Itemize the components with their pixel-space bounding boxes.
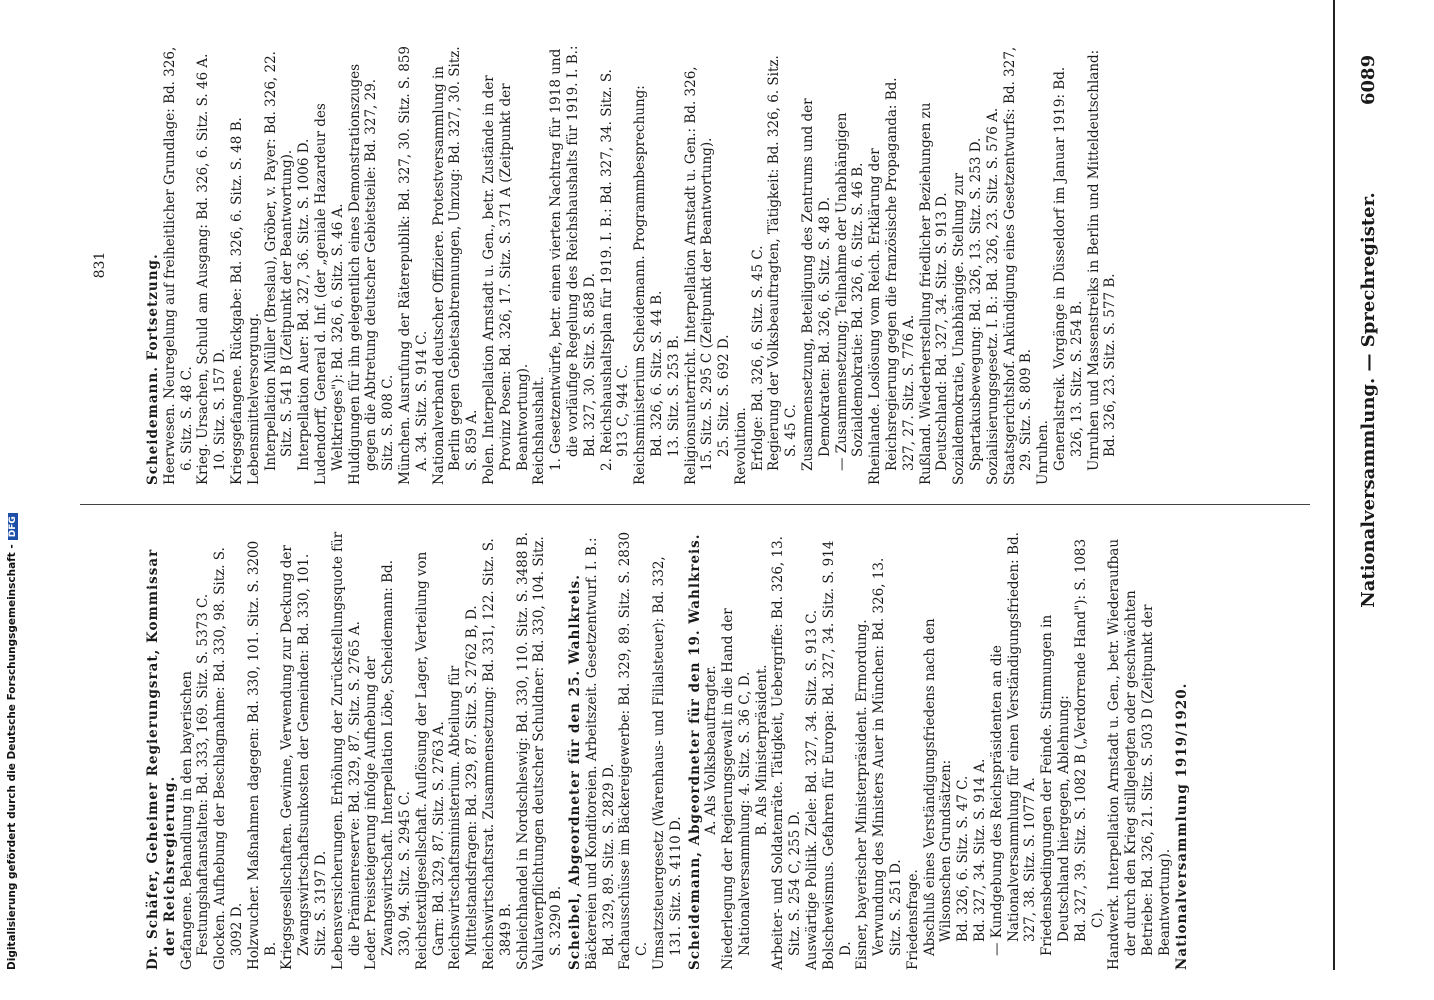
index-entry: Umsatzsteuergesetz (Warenhaus- und Filialsteuer): Bd. 332, 131. Sitz. S. 4110 D. xyxy=(650,556,684,970)
index-entry: Gefangene. Behandlung in den bayerischen Festungshaftanstalten: Bd. 333, 169. Sitz. S. 5373 C. xyxy=(178,593,212,970)
index-entry: Bd. 327, 39. Sitz. S. 1082 B („Verdorrende Hand"): S. 1083 C). xyxy=(1072,538,1106,942)
index-entry: Staatsgerichtshof. Ankündigung eines Gesetzentwurfs: Bd. 327, 29. Sitz. S. 809 B. xyxy=(1001,46,1035,485)
index-entry: Auswärtige Politik. Ziele: Bd. 327, 34. Sitz. S. 913 C. xyxy=(804,609,821,970)
index-entry: Rußland. Wiederherstellung friedlicher Beziehungen zu Deutschland: Bd. 327, 34. Sitz. S. 913 D. xyxy=(917,102,951,485)
index-entry: Bd. 327, 34. Sitz. S. 914 A. xyxy=(972,758,989,942)
index-entry: Regierung der Volksbeauftragten, Tätigkeit: Bd. 326, 6. Sitz. S. 45 C. xyxy=(766,55,800,471)
index-entry: Interpellation Auer: Bd. 327, 36. Sitz. S. 1006 D. xyxy=(296,138,313,471)
index-entry: Scheidemann, Abgeordneter für den 19. Wahlkreis. xyxy=(686,533,703,970)
index-entry: Holzwucher. Maßnahmen dagegen: Bd. 330, 101. Sitz. S. 3200 B. xyxy=(245,540,279,970)
index-entry: Reichswirtschaftsrat. Zusammensetzung: Bd. 331, 122. Sitz. S. 3849 B. xyxy=(480,538,514,970)
index-entry: Nationalverband deutscher Offiziere. Protestversammlung in Berlin gegen Gebietsabtrennungen, Umzug: Bd. 327, 30. Sitz. S. 859 A. xyxy=(430,46,481,485)
right-column xyxy=(145,45,1119,485)
index-entry: Lebensversicherungen. Erhöhung der Zurückstellungsquote für die Prämienreserve: Bd. 329, 87. Sitz. S. 2765 A. xyxy=(329,531,363,970)
index-entry: Unruhen. xyxy=(1035,420,1052,485)
index-entry: — Zusammensetzung; Teilnahme der Unabhängigen Sozialdemokratie: Bd. 326, 6. Sitz. S. 46 B. xyxy=(833,112,867,471)
index-entry: Bd. 326, 6. Sitz. S. 44 B. xyxy=(648,290,665,457)
index-entry: Leder. Preissteigerung infolge Aufhebung der Zwangswirtschaft. Interpellation Löbe, Scheidemann: Bd. 330, 94. Sitz. S. 2945 C. xyxy=(363,560,413,970)
index-entry: Scheibel, Abgeordneter für den 25. Wahlkreis. xyxy=(566,574,583,970)
index-entry: Handwerk. Interpellation Arnstadt u. Gen., betr. Wiederaufbau der durch den Krieg stillgelegten oder geschwächten Betriebe: Bd. 326, 21. Sitz. S. 503 D (Zeitpunkt der Beantwortung). xyxy=(1106,538,1173,970)
digitization-note xyxy=(6,513,18,970)
index-entry: Huldigungen für ihn gelegentlich eines Demonstrationszuges gegen die Abtretung deutscher Gebietsteile: Bd. 327, 29. Sitz. S. 808 C. xyxy=(346,63,397,485)
index-entry: Interpellation Müller (Breslau), Gröber, v. Payer: Bd. 326, 22. Sitz. S. 541 B (Zeitpunkt der Beantwortung). xyxy=(262,51,296,471)
index-entry: Bäckereien und Konditoreien. Arbeitszeit. Gesetzentwurf. I. B.: Bd. 329, 89. Sitz. S. 2829 D. xyxy=(583,537,617,970)
index-entry: 13. Sitz. S. 253 B. xyxy=(665,334,682,457)
index-entry: Arbeiter- und Soldatenräte. Tätigkeit, Uebergriffe: Bd. 326, 13. Sitz. S. 254 C, 255 D. xyxy=(770,536,804,970)
index-entry: Reichswirtschaftsministerium. Abteilung für Mittelstandsfragen: Bd. 329, 87. Sitz. S. 2762 B, D. xyxy=(447,605,481,970)
index-entry: Krieg. Ursachen, Schuld am Ausgang: Bd. 326, 6. Sitz. S. 46 A. 10. Sitz. S. 157 D. xyxy=(195,53,229,485)
index-entry: A. Als Volksbeauftragter. xyxy=(703,665,720,835)
index-entry: Friedensbedingungen der Feinde. Stimmungen in Deutschland hiergegen, Ablehnung: xyxy=(1039,614,1073,956)
index-entry: Heerwesen. Neuregelung auf freiheitlicher Grundlage: Bd. 326, 6. Sitz. S. 48 C. xyxy=(161,46,195,485)
index-entry: 1. Gesetzentwürfe, betr. einen vierten Nachtrag für 1918 und die vorläufige Regelung des Reichshaushalts für 1919. I. B.: Bd. 327, 30. Sitz. S. 858 D. xyxy=(548,45,598,471)
index-entry: Zusammensetzung, Beteiligung des Zentrums und der Demokraten: Bd. 326, 6. Sitz. S. 48 D. xyxy=(800,98,833,471)
column-divider xyxy=(80,504,1310,505)
index-entry: Bd. 326, 6. Sitz. S. 47 C. xyxy=(955,775,972,942)
index-entry: Dr. Schäfer, Geheimer Regierungsrat, Kommissar der Reichsregierung. xyxy=(145,548,178,970)
index-entry: Ludendorff, General d. Inf. (der „geniale Hazardeur des Weltkrieges"): Bd. 326, 6. Sitz. S. 46 A. xyxy=(312,103,346,485)
index-entry: Sozialisierungsgesetz. I. B.: Bd. 326, 23. Sitz. S. 576 A. xyxy=(984,107,1001,485)
index-entry: Fachausschüsse im Bäckereigewerbe: Bd. 329, 89. Sitz. S. 2830 C. xyxy=(617,531,651,970)
index-entry: Eisner, bayerischer Ministerpräsident. Ermordung. Verwundung des Ministers Auer in München: Bd. 326, 13. Sitz. S. 251 D. xyxy=(854,557,905,970)
index-entry: Bolschewismus. Gefahren für Europa: Bd. 327, 34. Sitz. S. 914 D. xyxy=(820,540,854,970)
index-entry: 25. Sitz. S. 692 D. xyxy=(716,334,733,457)
index-entry: Abschluß eines Verständigungsfriedens nach den Wilsonschen Grundsätzen: xyxy=(921,618,955,956)
index-entry: Schleichhandel in Nordschleswig: Bd. 330, 110. Sitz. S. 3488 B. xyxy=(514,532,531,970)
bottom-page-number: 831 xyxy=(92,251,108,279)
header-rule xyxy=(1333,0,1335,970)
digitization-text: Digitalisierung gefördert durch die Deutsche Forschungsgemeinschaft - xyxy=(6,544,18,970)
index-entry: Unruhen und Massenstreiks in Berlin und Mitteldeutschland: Bd. 326, 23. Sitz. S. 577 B. xyxy=(1085,49,1119,471)
index-entry: Kriegsgesellschaften. Gewinne, Verwendung zur Deckung der Zwangswirtschaftsunkosten der Gemeinden: Bd. 330, 101. Sitz. S. 3197 D. xyxy=(279,545,329,970)
index-entry: B. Als Ministerpräsident. xyxy=(753,664,770,836)
running-head-title: Nationalversammlung. — Sprechregister. xyxy=(1358,192,1379,608)
index-entry: Generalstreik. Vorgänge in Düsseldorf im Januar 1919: Bd. 326, 13. Sitz. S. 254 B. xyxy=(1052,66,1085,471)
index-entry: Reichshaushalt. xyxy=(531,376,548,485)
index-entry: 2. Reichshaushaltsplan für 1919. I. B.: Bd. 327, 34. Sitz. S. 913 C, 944 C. xyxy=(598,69,632,471)
index-entry: Lebensmittelversorgung. xyxy=(245,312,262,485)
index-entry: Kriegsgefangene. Rückgabe: Bd. 326, 6. Sitz. S. 48 B. xyxy=(228,117,245,485)
index-entry: Rheinlande. Loslösung vom Reich. Erklärung der Reichsregierung gegen die französische Propaganda: Bd. 327, 27. Sitz. S. 776 A. xyxy=(867,77,917,485)
index-entry: Revolution. xyxy=(732,407,749,485)
index-entry: Valutaverpflichtungen deutscher Schuldner: Bd. 330, 104. Sitz. S. 3290 B. xyxy=(531,536,565,970)
dfg-logo: DFG xyxy=(8,513,18,540)
index-entry: Niederlegung der Regierungsgewalt in die Hand der Nationalversammlung: 4. Sitz. S. 36 C, D. xyxy=(720,608,753,970)
index-entry: Erfolge: Bd. 326, 6. Sitz. S. 45 C. xyxy=(749,245,766,471)
index-entry: Religionsunterricht. Interpellation Arnstadt u. Gen.: Bd. 326, 15. Sitz. S. 295 C (Zeitpunkt der Beantwortung). xyxy=(682,66,716,485)
index-entry: — Kundgebung des Reichspräsidenten an die Nationalversammlung für einen Verständigungsfrieden: Bd. 327, 38. Sitz. S. 1077 A. xyxy=(988,532,1039,956)
index-entry: Sozialdemokratie, Unabhängige. Stellung zur Spartakusbewegung: Bd. 326, 13. Sitz. S. 253 D. xyxy=(951,137,985,485)
index-entry: Reichsministerium Scheidemann. Programmbesprechung: xyxy=(632,85,649,485)
index-entry: Polen. Interpellation Arnstadt u. Gen., betr. Zustände in der Provinz Posen: Bd. 326, 17. Sitz. S. 371 A (Zeitpunkt der Beantwortung). xyxy=(480,75,531,485)
index-entry: Glocken. Aufhebung der Beschlagnahme: Bd. 330, 98. Sitz. S. 3092 D. xyxy=(212,547,245,970)
page-number: 6089 xyxy=(1358,54,1379,105)
index-entry: Nationalversammlung 1919/1920. xyxy=(1173,682,1190,970)
index-entry: Friedensfrage. xyxy=(904,869,921,970)
left-column xyxy=(145,530,1190,970)
index-entry: Scheidemann. Fortsetzung. xyxy=(145,253,161,485)
index-entry: Reichstextilgesellschaft. Auflösung der Lager, Verteilung von Garn: Bd. 329, 87. Sitz. S. 2763 A. xyxy=(413,551,447,970)
index-entry: München. Ausrufung der Räterepublik: Bd. 327, 30. Sitz. S. 859 A. 34. Sitz. S. 914 C. xyxy=(396,45,430,485)
